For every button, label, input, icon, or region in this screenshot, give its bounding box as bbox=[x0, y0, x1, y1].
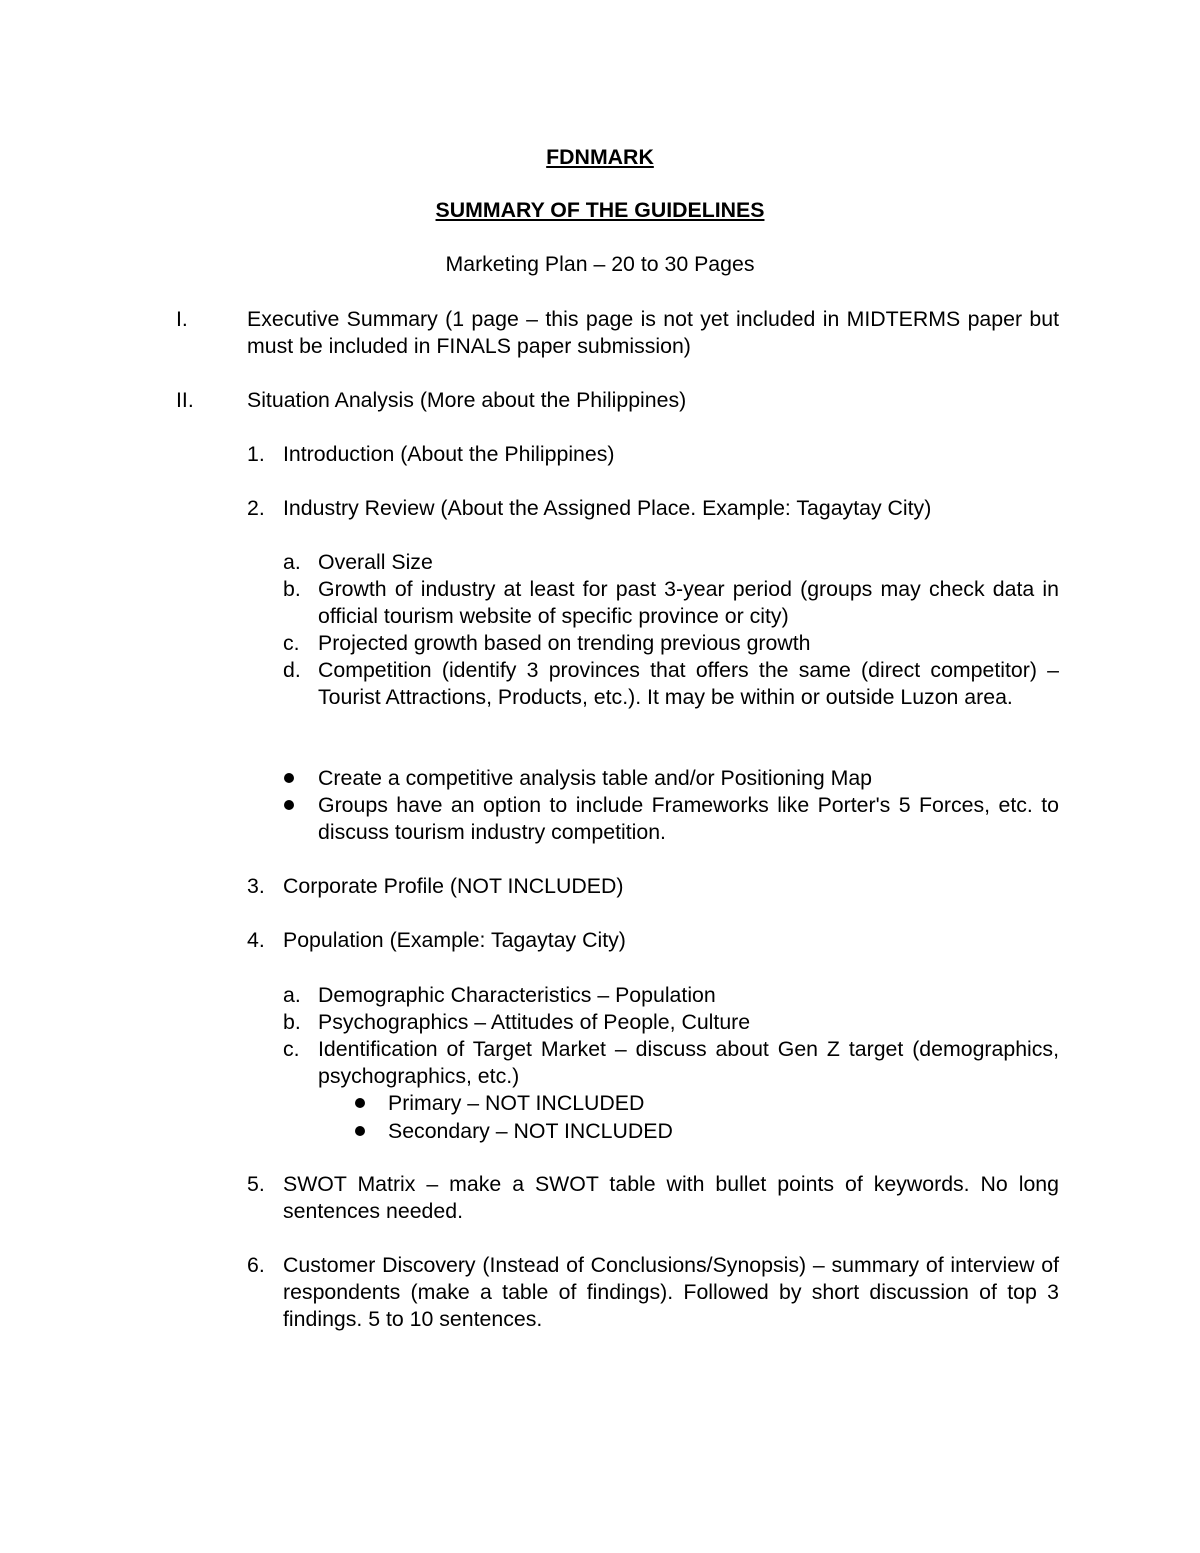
item-text: Corporate Profile (NOT INCLUDED) bbox=[283, 874, 624, 898]
item-text: Introduction (About the Philippines) bbox=[283, 442, 615, 466]
subitem-letter: a. bbox=[283, 983, 301, 1007]
item-number: 6. bbox=[247, 1253, 265, 1277]
item-number: 5. bbox=[247, 1172, 265, 1196]
subitem-text: Projected growth based on trending previous growth bbox=[318, 631, 811, 655]
subitem-text: Competition (identify 3 provinces that offers the same (direct competitor) – Tourist Attractions, Products, etc.). It may be within or outside Luzon area. bbox=[318, 658, 1059, 709]
bullet-text: Primary – NOT INCLUDED bbox=[388, 1091, 645, 1115]
subitem-letter: d. bbox=[283, 658, 301, 682]
subitem-text: Overall Size bbox=[318, 550, 433, 574]
item-text: Customer Discovery (Instead of Conclusions/Synopsis) – summary of interview of respondents (make a table of findings). Followed by short discussion of top 3 findings. 5 to 10 sentences. bbox=[283, 1253, 1059, 1331]
item-number: 2. bbox=[247, 496, 265, 520]
subitem-letter: c. bbox=[283, 1037, 300, 1061]
item-number: 4. bbox=[247, 928, 265, 952]
subitem-text: Growth of industry at least for past 3-year period (groups may check data in official tourism website of specific province or city) bbox=[318, 577, 1059, 628]
document-subtitle: Marketing Plan – 20 to 30 Pages bbox=[445, 252, 755, 276]
subitem-letter: b. bbox=[283, 577, 301, 601]
subitem-text: Identification of Target Market – discuss about Gen Z target (demographics, psychographics, etc.) bbox=[318, 1037, 1059, 1088]
bullet-text: Groups have an option to include Frameworks like Porter's 5 Forces, etc. to discuss tourism industry competition. bbox=[318, 793, 1059, 844]
bullet-text: Secondary – NOT INCLUDED bbox=[388, 1119, 673, 1143]
item-number: 1. bbox=[247, 442, 265, 466]
subitem-text: Psychographics – Attitudes of People, Culture bbox=[318, 1010, 751, 1034]
bullet-dot-icon bbox=[355, 1098, 365, 1108]
section-numeral: I. bbox=[176, 307, 188, 331]
bullet-dot-icon bbox=[284, 773, 294, 783]
section-text: Executive Summary (1 page – this page is not yet included in MIDTERMS paper but must be included in FINALS paper submission) bbox=[247, 307, 1059, 358]
subitem-letter: b. bbox=[283, 1010, 301, 1034]
subitem-letter: a. bbox=[283, 550, 301, 574]
bullet-dot-icon bbox=[284, 800, 294, 810]
section-text: Situation Analysis (More about the Philippines) bbox=[247, 388, 687, 412]
item-text: Population (Example: Tagaytay City) bbox=[283, 928, 626, 952]
subitem-letter: c. bbox=[283, 631, 300, 655]
document-title: SUMMARY OF THE GUIDELINES bbox=[435, 198, 765, 222]
subitem-text: Demographic Characteristics – Population bbox=[318, 983, 716, 1007]
bullet-text: Create a competitive analysis table and/or Positioning Map bbox=[318, 766, 873, 790]
bullet-dot-icon bbox=[355, 1126, 365, 1136]
item-text: SWOT Matrix – make a SWOT table with bullet points of keywords. No long sentences needed. bbox=[283, 1172, 1059, 1223]
item-text: Industry Review (About the Assigned Place. Example: Tagaytay City) bbox=[283, 496, 932, 520]
section-numeral: II. bbox=[176, 388, 194, 412]
course-code: FDNMARK bbox=[546, 145, 654, 169]
item-number: 3. bbox=[247, 874, 265, 898]
